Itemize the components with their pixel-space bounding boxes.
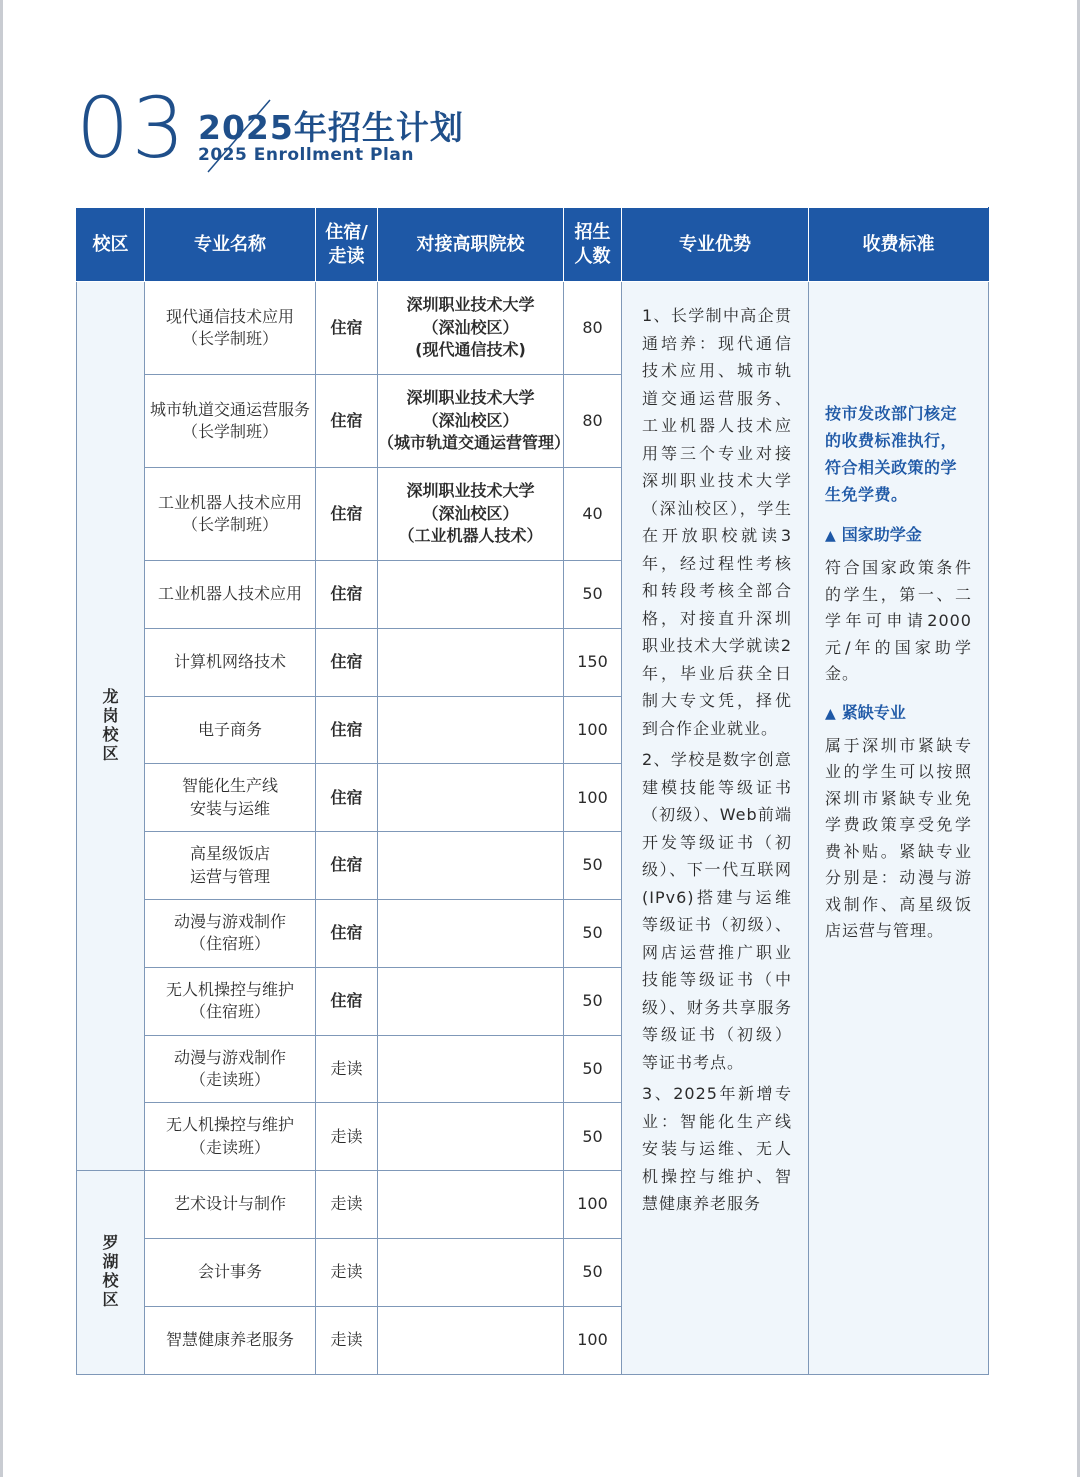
stay-cell: 走读 xyxy=(316,1171,378,1239)
stay-cell: 住宿 xyxy=(316,561,378,629)
school-cell-empty xyxy=(378,1171,564,1239)
major-cell xyxy=(145,375,316,468)
count-cell: 100 xyxy=(564,1171,622,1239)
header-stay-line2: 走读 xyxy=(328,245,365,267)
school-cell-empty xyxy=(378,1238,564,1306)
major-cell: 会计事务 xyxy=(145,1238,316,1306)
major-line2: （长学制班） xyxy=(181,329,278,348)
major-line1: 智能化生产线 xyxy=(181,776,278,796)
stay-cell: 走读 xyxy=(316,1103,378,1171)
count-cell: 50 xyxy=(564,1035,622,1103)
school-cell-empty xyxy=(378,1035,564,1103)
fee-cell xyxy=(809,282,989,1375)
major-line1: 动漫与游戏制作 xyxy=(173,1047,286,1067)
major-line1: 动漫与游戏制作 xyxy=(173,911,286,931)
school-cell xyxy=(378,375,571,468)
school-line2: （深汕校区） xyxy=(422,410,519,430)
school-line1: 深圳职业技术大学 xyxy=(406,388,535,408)
major-cell: 计算机网络技术 xyxy=(145,628,316,696)
fee-heading-grant xyxy=(825,522,972,549)
major-cell xyxy=(145,899,316,967)
fee-heading-shortage xyxy=(825,700,972,727)
major-line2: （长学制班） xyxy=(181,515,278,534)
campus-longgang xyxy=(77,282,145,1171)
major-cell: 电子商务 xyxy=(145,696,316,764)
page-title: 2025年招生计划 xyxy=(198,108,464,147)
count-cell: 50 xyxy=(564,967,622,1035)
advantage-paragraph-2: 2、学校是数字创意建模技能等级证书（初级）、Web前端开发等级证书（初级）、下一代互联网(IPv6)搭建与运维等级证书（初级）、网店运营推广职业技能等级证书（中级）、财务共享服务等级证书（初级）等证书考点。 xyxy=(642,750,792,1072)
advantage-cell xyxy=(622,282,809,1375)
count-cell: 80 xyxy=(564,375,622,468)
advantage-paragraph-3: 3、2025年新增专业：智能化生产线安装与运维、无人机操控与维护、智慧健康养老服务 xyxy=(642,1084,792,1213)
school-cell-empty xyxy=(378,832,564,900)
header-count-line1: 招生 xyxy=(574,222,611,244)
major-line2: 安装与运维 xyxy=(189,798,270,818)
fee-heading-grant-text: 国家助学金 xyxy=(841,525,922,544)
major-cell: 艺术设计与制作 xyxy=(145,1171,316,1239)
major-line2: （走读班） xyxy=(189,1137,270,1157)
major-cell xyxy=(145,1103,316,1171)
count-cell: 80 xyxy=(564,282,622,375)
count-cell: 100 xyxy=(564,764,622,832)
major-line1: 无人机操控与维护 xyxy=(165,979,294,999)
table-header-row xyxy=(77,208,989,282)
major-cell: 智慧健康养老服务 xyxy=(145,1306,316,1374)
header-advantage: 专业优势 xyxy=(622,208,809,282)
fee-shortage-text: 属于深圳市紧缺专业的学生可以按照深圳市紧缺专业免学费政策享受免学费补贴。紧缺专业分别是：动漫与游戏制作、高星级饭店运营与管理。 xyxy=(825,735,972,940)
school-cell-empty xyxy=(378,967,564,1035)
school-cell-empty xyxy=(378,1103,564,1171)
triangle-up-icon: ▲ xyxy=(825,705,836,722)
school-cell xyxy=(378,282,564,375)
stay-cell: 住宿 xyxy=(316,282,378,375)
triangle-up-icon: ▲ xyxy=(825,528,836,544)
major-cell xyxy=(145,967,316,1035)
major-line1: 工业机器人技术应用 xyxy=(157,492,302,512)
campus-name: 龙岗校区 xyxy=(102,686,119,764)
major-line2: （住宿班） xyxy=(189,1002,270,1022)
page-edge-left xyxy=(0,0,3,1477)
section-number: 03 xyxy=(76,79,187,177)
major-cell xyxy=(145,468,316,561)
page-subtitle: 2025 Enrollment Plan xyxy=(198,145,414,165)
fee-grant-text: 符合国家政策条件的学生，第一、二学年可申请2000元/年的国家助学金。 xyxy=(825,558,972,683)
count-cell: 50 xyxy=(564,1238,622,1306)
advantage-paragraph-1: 1、长学制中高企贯通培养：现代通信技术应用、城市轨道交通运营服务、工业机器人技术应用等三个专业对接深圳职业技术大学（深汕校区），学生在开放职校就读3年，经过程性考核和转段考核全部合格，对接直升深圳职业技术大学就读2年，毕业后获全日制大专文凭，择优到合作企业就业。 xyxy=(642,306,792,738)
major-cell xyxy=(145,764,316,832)
stay-cell: 住宿 xyxy=(316,696,378,764)
stay-cell: 走读 xyxy=(316,1035,378,1103)
stay-cell: 住宿 xyxy=(316,468,378,561)
school-cell xyxy=(378,468,564,561)
count-cell: 150 xyxy=(564,628,622,696)
section-header xyxy=(76,79,576,187)
count-cell: 50 xyxy=(564,899,622,967)
count-cell: 100 xyxy=(564,696,622,764)
major-cell xyxy=(145,282,316,375)
stay-cell: 住宿 xyxy=(316,899,378,967)
school-line2: （深汕校区） xyxy=(422,503,519,523)
school-cell-empty xyxy=(378,764,564,832)
campus-name: 罗湖校区 xyxy=(102,1232,119,1310)
school-line3: (现代通信技术) xyxy=(415,340,526,360)
stay-cell: 走读 xyxy=(316,1306,378,1374)
count-cell: 100 xyxy=(564,1306,622,1374)
stay-cell: 住宿 xyxy=(316,832,378,900)
major-line1: 现代通信技术应用 xyxy=(165,306,294,326)
header-count-line2: 人数 xyxy=(574,245,611,267)
major-line2: （走读班） xyxy=(189,1069,270,1089)
header-major: 专业名称 xyxy=(145,208,316,282)
stay-cell: 住宿 xyxy=(316,764,378,832)
school-cell-empty xyxy=(378,628,564,696)
header-campus: 校区 xyxy=(77,208,145,282)
school-cell-empty xyxy=(378,561,564,629)
major-line2: 运营与管理 xyxy=(189,866,270,886)
fee-intro: 按市发改部门核定的收费标准执行，符合相关政策的学生免学费。 xyxy=(825,404,958,504)
stay-cell: 走读 xyxy=(316,1238,378,1306)
school-cell-empty xyxy=(378,899,564,967)
major-line2: （住宿班） xyxy=(189,934,270,954)
school-line2: （深汕校区） xyxy=(422,317,519,337)
stay-cell: 住宿 xyxy=(316,628,378,696)
enrollment-table xyxy=(76,207,989,1375)
stay-cell: 住宿 xyxy=(316,375,378,468)
header-school: 对接高职院校 xyxy=(378,208,564,282)
header-stay-line1: 住宿/ xyxy=(325,222,368,244)
major-line1: 高星级饭店 xyxy=(189,844,270,864)
campus-luohu xyxy=(77,1171,145,1374)
header-stay xyxy=(316,208,378,282)
major-cell: 工业机器人技术应用 xyxy=(145,561,316,629)
school-cell-empty xyxy=(378,696,564,764)
major-line1: 无人机操控与维护 xyxy=(165,1115,294,1135)
count-cell: 40 xyxy=(564,468,622,561)
header-fee: 收费标准 xyxy=(809,208,989,282)
school-line1: 深圳职业技术大学 xyxy=(406,295,535,315)
count-cell: 50 xyxy=(564,832,622,900)
school-line3: （城市轨道交通运营管理） xyxy=(378,433,571,453)
school-line1: 深圳职业技术大学 xyxy=(406,481,535,501)
major-line1: 城市轨道交通运营服务 xyxy=(149,399,310,419)
table-row xyxy=(77,282,989,375)
count-cell: 50 xyxy=(564,561,622,629)
school-line3: （工业机器人技术） xyxy=(398,526,543,546)
school-cell-empty xyxy=(378,1306,564,1374)
fee-heading-shortage-text: 紧缺专业 xyxy=(841,702,906,722)
major-cell xyxy=(145,1035,316,1103)
header-count xyxy=(564,208,622,282)
major-line2: （长学制班） xyxy=(181,422,278,441)
major-cell xyxy=(145,832,316,900)
count-cell: 50 xyxy=(564,1103,622,1171)
stay-cell: 住宿 xyxy=(316,967,378,1035)
